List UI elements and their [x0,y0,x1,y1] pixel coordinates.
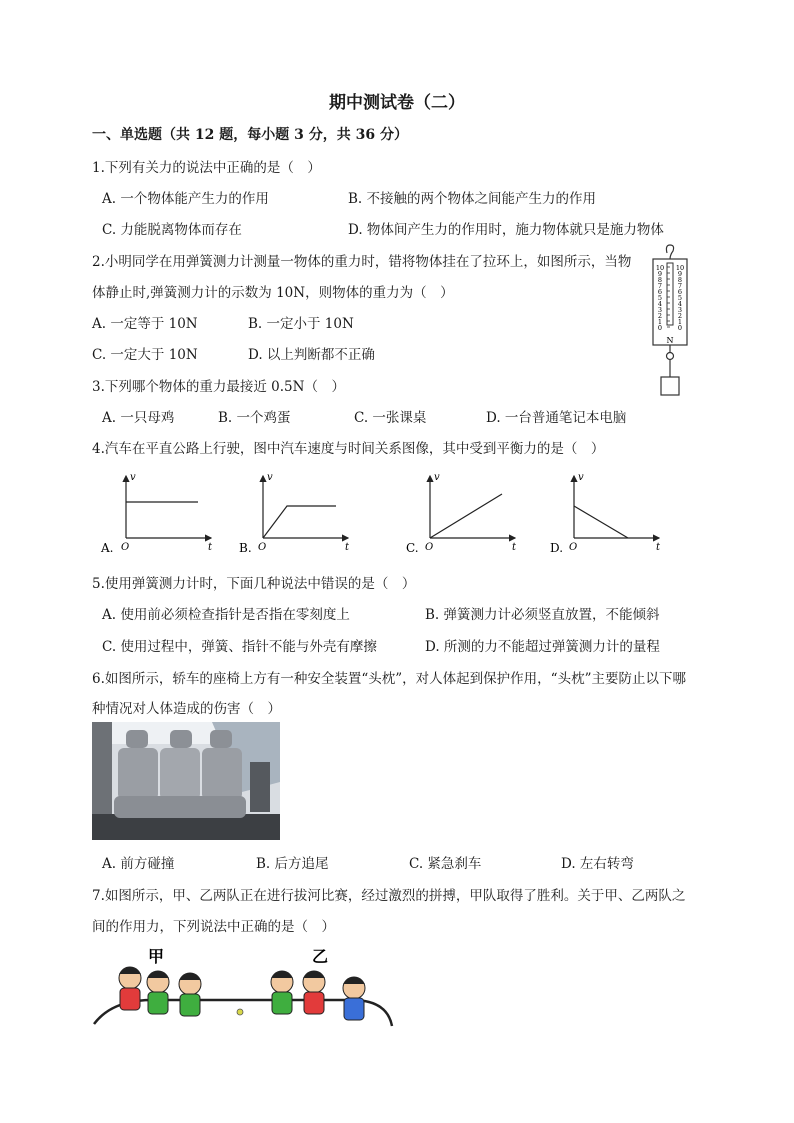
scale-label-right: 4 [677,300,683,308]
graph-d[interactable] [550,472,661,555]
rope-marker [237,1009,243,1015]
question-2-option-c[interactable]: C. 一定大于 10N [92,347,198,363]
car-seat-photo [92,722,280,840]
pull-ring-icon [667,353,674,360]
graph-a-t-axis: t [208,542,213,553]
question-2-stem-line2: 体静止时,弹簧测力计的示数为 10N，则物体的重力为（ ） [92,285,454,301]
scale-label-right: 2 [677,312,683,320]
question-1-stem: 1.下列有关力的说法中正确的是（ ） [92,160,321,176]
tug-of-war-illustration [92,942,397,1032]
page-title: 期中测试卷（二） [329,93,465,113]
question-2-option-b[interactable]: B. 一定小于 10N [248,316,354,332]
scale-label-left: 7 [657,282,663,290]
question-2-option-d[interactable]: D. 以上判断都不正确 [248,347,375,363]
question-6-stem-line2: 种情况对人体造成的伤害（ ） [92,701,281,717]
question-1-option-a[interactable]: A. 一个物体能产生力的作用 [102,191,269,207]
scale-label-left: 10 [655,264,665,272]
scale-label-left: 5 [657,294,663,302]
question-3-stem: 3.下列哪个物体的重力最接近 0.5N（ ） [92,379,345,395]
graph-b-t-axis: t [345,542,350,553]
scale-label-right: 6 [677,288,683,296]
question-4-stem: 4.汽车在平直公路上行驶，图中汽车速度与时间关系图像，其中受到平衡力的是（ ） [92,441,605,457]
graph-c-t-axis: t [512,542,517,553]
team-b-label: 乙 [312,947,329,966]
spring-scale-figure [645,243,695,398]
section-heading: 一、单选题（共 12 题，每小题 3 分，共 36 分） [92,127,408,143]
scale-label-left: 0 [657,324,663,332]
scale-label-right: 1 [677,318,683,326]
graph-a-label: A. [101,541,114,555]
scale-label-right: 5 [677,294,683,302]
scale-unit: N [666,336,674,345]
question-6-option-b[interactable]: B. 后方追尾 [256,856,329,872]
scale-label-right: 8 [677,276,683,284]
graph-c-label: C. [406,541,419,555]
question-3-option-d[interactable]: D. 一台普通笔记本电脑 [486,410,627,426]
question-1-option-d[interactable]: D. 物体间产生力的作用时，施力物体就只是施力物体 [348,222,664,238]
graph-b-origin: O [258,542,267,553]
graph-d-curve [574,506,628,538]
graph-c-origin: O [425,542,434,553]
graph-b-curve [263,506,336,538]
scale-label-left: 6 [657,288,663,296]
scale-label-right: 9 [677,270,683,278]
question-6-option-d[interactable]: D. 左右转弯 [561,856,634,872]
scale-label-left: 4 [657,300,663,308]
scale-label-right: 3 [677,306,683,314]
velocity-time-graphs [96,466,706,558]
question-2-option-a[interactable]: A. 一定等于 10N [92,316,198,332]
graph-a-v-axis: v [130,472,136,483]
question-1-option-c[interactable]: C. 力能脱离物体而存在 [102,222,242,238]
question-3-option-a[interactable]: A. 一只母鸡 [102,410,175,426]
scale-label-right: 0 [677,324,683,332]
scale-label-right: 10 [675,264,685,272]
team-a-kids [119,967,201,1016]
scale-label-right: 7 [677,282,683,290]
question-5-stem: 5.使用弹簧测力计时，下面几种说法中错误的是（ ） [92,576,416,592]
graph-d-origin: O [569,542,578,553]
question-3-option-c[interactable]: C. 一张课桌 [354,410,427,426]
question-5-option-b[interactable]: B. 弹簧测力计必须竖直放置，不能倾斜 [425,607,660,623]
question-6-option-c[interactable]: C. 紧急刹车 [409,856,482,872]
question-6-option-a[interactable]: A. 前方碰撞 [102,856,175,872]
team-b-kids [271,971,365,1020]
graph-b[interactable] [239,472,350,555]
hanging-object [661,377,679,395]
graph-a[interactable] [100,472,213,555]
team-a-label: 甲 [148,947,165,966]
scale-label-left: 3 [657,306,663,314]
question-2-stem-line1: 2.小明同学在用弹簧测力计测量一物体的重力时，错将物体挂在了拉环上，如图所示，当物 [92,254,632,270]
graph-d-label: D. [550,541,564,555]
question-6-stem-line1: 6.如图所示，轿车的座椅上方有一种安全装置“头枕”，对人体起到保护作用，“头枕”主要防止以下哪 [92,671,686,687]
question-7-stem-line2: 间的作用力，下列说法中正确的是（ ） [92,919,335,935]
scale-label-left: 9 [657,270,663,278]
headrest-middle [170,730,192,748]
question-5-option-d[interactable]: D. 所测的力不能超过弹簧测力计的量程 [425,639,660,655]
question-3-option-b[interactable]: B. 一个鸡蛋 [218,410,291,426]
graph-d-v-axis: v [578,472,584,483]
scale-label-left: 2 [657,312,663,320]
graph-b-label: B. [239,541,252,555]
headrest-left [126,730,148,748]
graph-c-v-axis: v [434,472,440,483]
question-1-option-b[interactable]: B. 不接触的两个物体之间能产生力的作用 [348,191,597,207]
top-hook-icon [666,245,673,259]
graph-c[interactable] [406,472,517,555]
scale-label-left: 8 [657,276,663,284]
graph-d-t-axis: t [656,542,661,553]
question-5-option-a[interactable]: A. 使用前必须检查指针是否指在零刻度上 [102,607,350,623]
graph-c-curve [430,494,502,538]
question-7-stem-line1: 7.如图所示，甲、乙两队正在进行拔河比赛，经过激烈的拼搏，甲队取得了胜利。关于甲、乙两队之 [92,888,686,904]
question-5-option-c[interactable]: C. 使用过程中，弹簧、指针不能与外壳有摩擦 [102,639,377,655]
headrest-right [210,730,232,748]
graph-a-origin: O [121,542,130,553]
graph-b-v-axis: v [267,472,273,483]
scale-label-left: 1 [657,318,663,326]
